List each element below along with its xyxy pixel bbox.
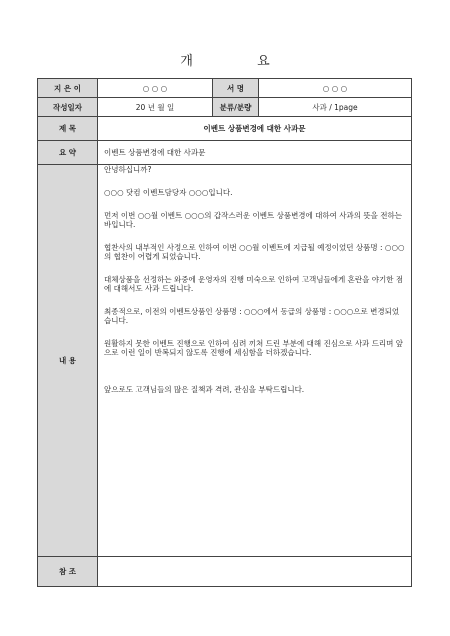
subject-value[interactable]: 이벤트 상품변경에 대한 사과문 [98, 117, 412, 141]
content-paragraph: 대체상품을 선정하는 와중에 운영자의 진행 미숙으로 인하여 고객님들에게 혼란을 야기한 점에 대해서도 사과 드립니다. [104, 275, 404, 293]
category-label: 분류/분량 [213, 98, 259, 117]
author-row [38, 79, 412, 98]
date-label: 작성일자 [38, 98, 98, 117]
content-row [38, 165, 412, 557]
reference-label: 참 조 [38, 557, 98, 587]
signature-label: 서 명 [213, 79, 259, 98]
content-paragraph: ○○○ 닷컴 이벤트담당자 ○○○입니다. [104, 188, 233, 197]
content-paragraph: 먼저 이번 ○○월 이벤트 ○○○의 갑작스러운 이벤트 상품변경에 대하여 사과의 뜻을 전하는 바입니다. [104, 211, 403, 229]
content-label: 내 용 [38, 165, 98, 557]
summary-value[interactable]: 이벤트 상품변경에 대한 사과문 [98, 141, 412, 165]
reference-value[interactable] [98, 557, 412, 587]
date-row [38, 98, 412, 117]
content-paragraph: 최종적으로, 이전의 이벤트상품인 상품명 : ○○○에서 동급의 상품명 : ○○○으로 변경되었습니다. [104, 307, 400, 325]
author-label: 지 은 이 [38, 79, 98, 98]
content-paragraph: 앞으로도 고객님들의 많은 질책과 격려, 관심을 부탁드립니다. [104, 385, 305, 394]
summary-form-table [37, 78, 412, 587]
content-paragraph: 협찬사의 내부적인 사정으로 인하여 이번 ○○월 이벤트에 지급될 예정이었던 상품명 : ○○○의 협찬이 어렵게 되었습니다. [104, 243, 405, 261]
signature-value[interactable]: ○ ○ ○ [259, 79, 412, 98]
summary-label: 요 약 [38, 141, 98, 165]
summary-row [38, 141, 412, 165]
subject-label: 제 목 [38, 117, 98, 141]
content-paragraph: 안녕하십니까? [104, 165, 152, 174]
category-value[interactable]: 사과 / 1page [259, 98, 412, 117]
content-paragraph: 원활하지 못한 이벤트 진행으로 인하여 심려 끼쳐 드린 부분에 대해 진심으로 사과 드리며 앞으로 이런 일이 반복되지 않도록 진행에 세심함을 더하겠습니다. [104, 339, 404, 357]
reference-row [38, 557, 412, 587]
document-title: 개 요 [180, 54, 300, 69]
author-value[interactable]: ○ ○ ○ [98, 79, 213, 98]
date-value[interactable]: 20 년 월 일 [98, 98, 213, 117]
content-body[interactable] [98, 165, 412, 557]
subject-row [38, 117, 412, 141]
